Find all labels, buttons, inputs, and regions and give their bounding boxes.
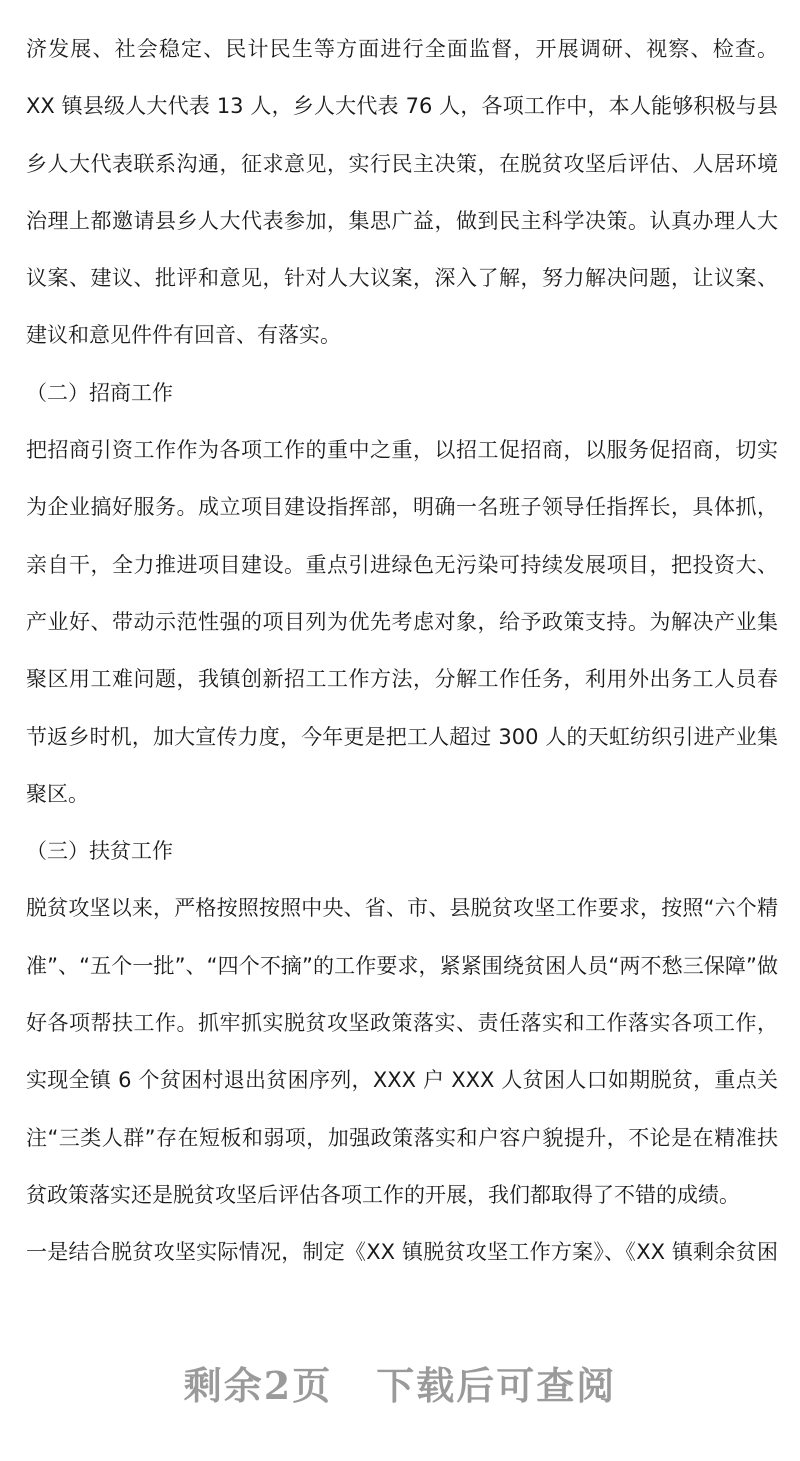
text-line: 产业好、带动示范性强的项目列为优先考虑对象，给予政策支持。为解决产业集	[26, 609, 778, 634]
text-line: 准”、“五个一批”、“四个不摘”的工作要求，紧紧围绕贫困人员“两不愁三保障”做	[26, 953, 778, 978]
text-line: 一是结合脱贫攻坚实际情况，制定《XX 镇脱贫攻坚工作方案》、《XX 镇剩余贫困	[26, 1240, 778, 1265]
text-line: 乡人大代表联系沟通，征求意见，实行民主决策，在脱贫攻坚后评估、人居环境	[26, 151, 778, 176]
section-heading: （三）扶贫工作	[26, 839, 173, 864]
text-line: 聚区用工难问题，我镇创新招工工作方法，分解工作任务，利用外出务工人员春	[26, 667, 778, 692]
text-line: 建议和意见件件有回音、有落实。	[26, 323, 341, 348]
text-line: 好各项帮扶工作。抓牢抓实脱贫攻坚政策落实、责任落实和工作落实各项工作，	[26, 1011, 778, 1036]
text-line: XX 镇县级人大代表 13 人，乡人大代表 76 人，各项工作中，本人能够积极与县	[26, 94, 778, 119]
text-line: 济发展、社会稳定、民计民生等方面进行全面监督，开展调研、视察、检查。	[26, 37, 778, 61]
text-line: 实现全镇 6 个贫困村退出贫困序列，XXX 户 XXX 人贫困人口如期脱贫，重点关	[26, 1068, 778, 1093]
text-line: 把招商引资工作作为各项工作的重中之重，以招工促招商，以服务促招商，切实	[26, 438, 778, 463]
text-line: 节返乡时机，加大宣传力度，今年更是把工人超过 300 人的天虹纺织引进产业集	[26, 724, 778, 749]
text-line: 脱贫攻坚以来，严格按照按照中央、省、市、县脱贫攻坚工作要求，按照“六个精	[26, 896, 778, 921]
text-line: 议案、建议、批评和意见，针对人大议案，深入了解，努力解决问题，让议案、	[26, 266, 778, 291]
download-prompt-banner[interactable]	[0, 1355, 800, 1410]
section-heading: （二）招商工作	[26, 380, 173, 405]
text-line: 注“三类人群”存在短板和弱项，加强政策落实和户容户貌提升，不论是在精准扶	[26, 1125, 778, 1150]
text-line: 治理上都邀请县乡人大代表参加，集思广益，做到民主科学决策。认真办理人大	[26, 208, 778, 233]
text-line: 聚区。	[26, 781, 89, 806]
remaining-pages-label: 剩余2页	[183, 1363, 333, 1408]
text-line: 贫政策落实还是脱贫攻坚后评估各项工作的开展，我们都取得了不错的成绩。	[26, 1182, 740, 1207]
text-line: 为企业搞好服务。成立项目建设指挥部，明确一名班子领导任指挥长，具体抓，	[26, 495, 778, 520]
download-hint-label: 下载后可查阅	[376, 1363, 617, 1408]
text-line: 亲自干，全力推进项目建设。重点引进绿色无污染可持续发展项目，把投资大、	[26, 552, 778, 577]
document-body	[26, 37, 778, 1310]
